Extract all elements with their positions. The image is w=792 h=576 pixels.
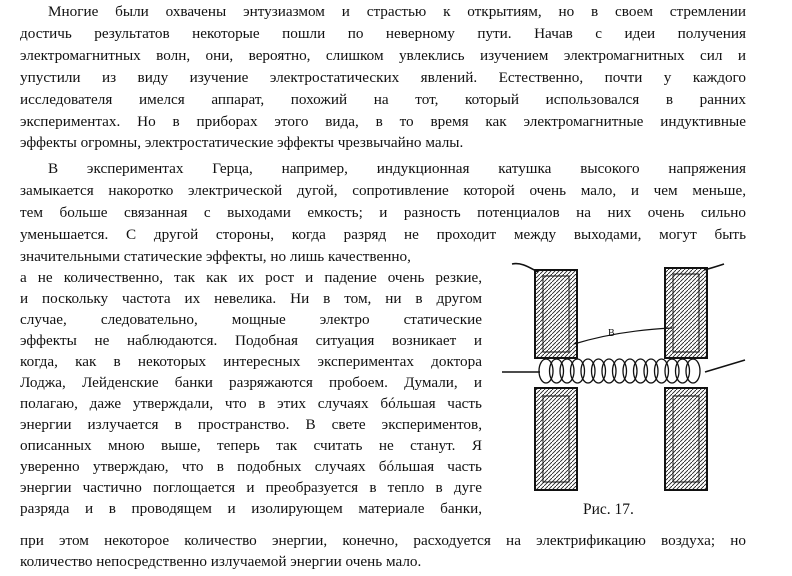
p2-wrap-line-12: энергии частично поглощается и преобразуется в тепло в дуге: [20, 479, 482, 496]
p2-end-line-2: количество непосредственно излучаемой энергии очень мало.: [20, 553, 422, 570]
left-upper-plate: [535, 270, 577, 358]
p2-wrap-line-10: описанных мною выше, теперь так считать не станут. Я: [20, 437, 482, 454]
p2-line-2: замыкается накоротко электрической дугой, сопротивление которой очень мало, и чем меньше,: [20, 182, 746, 199]
p1-line-5: исследователя имелся аппарат, похожий на тот, который использовался в ранних: [20, 91, 746, 108]
p2-wrap-line-11: уверенно утверждаю, что в подобных случаях бóльшая часть: [20, 458, 482, 475]
p1-line-7: эффекты огромны, электростатические эффекты чрезвычайно малы.: [20, 134, 464, 151]
p2-wrap-line-13: разряда и в проводящем и изолирующем материале банки,: [20, 500, 482, 517]
wire-label: B: [608, 328, 615, 339]
right-lower-plate: [665, 388, 707, 490]
p2-end-line-1: при этом некоторое количество энергии, конечно, расходуется на электрификацию воздуха; но: [20, 532, 746, 549]
p2-wrap-line-3: и поскольку частота их невелика. Ни в том, ни в другом: [20, 290, 482, 307]
figure-17: [500, 250, 750, 500]
p2-wrap-line-5: эффекты не наблюдаются. Подобная ситуация возникает и: [20, 332, 482, 349]
p2-wrap-line-8: полагаю, даже утверждали, что в этих случаях бóльшая часть: [20, 395, 482, 412]
p1-line-4: упустили из виду изучение электростатических явлений. Естественно, почти у каждого: [20, 69, 746, 86]
figure-caption: Рис. 17.: [583, 501, 634, 518]
p2-wrap-line-9: энергии излучается в пространство. В свете экспериментов,: [20, 416, 482, 433]
induction-coil: [539, 359, 700, 383]
p2-line-4: уменьшается. С другой стороны, когда разряд не проходит между выходами, могут быть: [20, 226, 746, 243]
p2-line-3: тем больше связанная с выходами емкость; и разность потенциалов на них очень сильно: [20, 204, 746, 221]
coil-turn: [686, 359, 700, 383]
p1-line-1: Многие были охвачены энтузиазмом и страстью к открытиям, но в своем стремлении: [48, 3, 746, 20]
p2-line-1: В экспериментах Герца, например, индукционная катушка высокого напряжения: [48, 160, 746, 177]
coil-right-lead: [705, 360, 745, 372]
p2-wrap-line-4: случае, следовательно, мощные электро статические: [20, 311, 482, 328]
p1-line-3: электромагнитных волн, они, вероятно, слишком увлеклись изучением электромагнитных сил и: [20, 47, 746, 64]
left-lower-plate: [535, 388, 577, 490]
p2-wrap-line-1: значительными статические эффекты, но лишь качественно,: [20, 248, 411, 265]
right-upper-plate: [665, 268, 707, 358]
p1-line-6: экспериментах. Но в приборах этого вида, в то время как электромагнитные индуктивные: [20, 113, 746, 130]
p2-wrap-line-7: Лоджа, Лейденские банки разряжаются пробоем. Думали, и: [20, 374, 482, 391]
p1-line-2: достичь результатов некоторые пошли по неверному пути. Начав с идеи получения: [20, 25, 746, 42]
p2-wrap-line-2: а не количественно, так как их рост и падение очень резкие,: [20, 269, 482, 286]
left-lead-wire: [512, 264, 538, 272]
p2-wrap-line-6: когда, как в некоторых интересных экспериментах доктора: [20, 353, 482, 370]
connecting-wire: [574, 328, 672, 344]
